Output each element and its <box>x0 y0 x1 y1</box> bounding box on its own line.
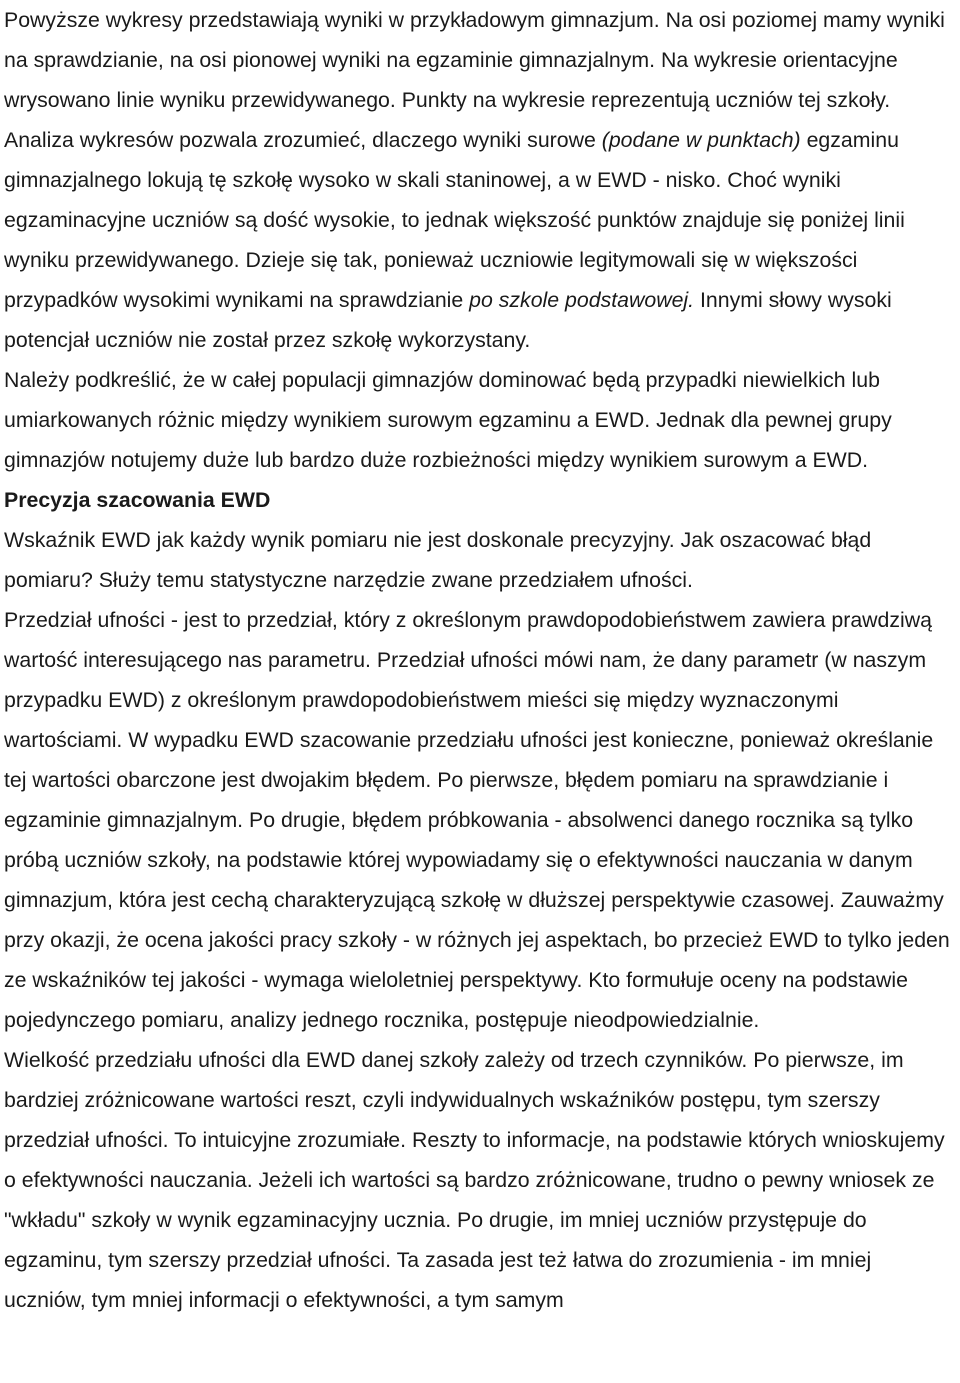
paragraph-text: Innymi słowy wysoki potencjał uczniów nie został przez szkołę wykorzystany. <box>4 288 892 352</box>
paragraph-ewd-precision: Wskaźnik EWD jak każdy wynik pomiaru nie jest doskonale precyzyjny. Jak oszacować błąd pomiaru? Służy temu statystyczne narzędzie zwane przedziałem ufności. <box>4 528 872 592</box>
paragraph-chart-analysis <box>4 0 956 360</box>
paragraph-interval-factors: Wielkość przedziału ufności dla EWD danej szkoły zależy od trzech czynników. Po pierwsze, im bardziej zróżnicowane wartości reszt, czyli indywidualnych wskaźników postępu, tym szerszy przedział ufności. To intuicyjne zrozumiałe. Reszty to informacje, na podstawie których wnioskujemy o efektywności nauczania. Jeżeli ich wartości są bardzo zróżnicowane, trudno o pewny wniosek ze "wkładu" szkoły w wynik egzaminacyjny ucznia. Po drugie, im mniej uczniów przystępuje do egzaminu, tym szerszy przedział ufności. Ta zasada jest też łatwa do zrozumienia - im mniej uczniów, tym mniej informacji o efektywności, a tym samym <box>4 1048 945 1312</box>
document-page <box>4 0 956 1320</box>
italic-phrase: po szkole podstawowej. <box>469 288 695 312</box>
paragraph-differences: Należy podkreślić, że w całej populacji gimnazjów dominować będą przypadki niewielkich lub umiarkowanych różnic między wynikiem surowym egzaminu a EWD. Jednak dla pewnej grupy gimnazjów notujemy duże lub bardzo duże rozbieżności między wynikiem surowym a EWD. <box>4 368 892 472</box>
paragraph-text: Powyższe wykresy przedstawiają wyniki w przykładowym gimnazjum. Na osi poziomej mamy wyniki na sprawdzianie, na osi pionowej wyniki na egzaminie gimnazjalnym. Na wykresie orientacyjne wrysowano linie wyniku przewidywanego. Punkty na wykresie reprezentują uczniów tej szkoły. Analiza wykresów pozwala zrozumieć, dlaczego wyniki surowe <box>4 8 945 152</box>
paragraph-confidence-interval: Przedział ufności - jest to przedział, który z określonym prawdopodobieństwem zawiera prawdziwą wartość interesującego nas parametru. Przedział ufności mówi nam, że dany parametr (w naszym przypadku EWD) z określonym prawdopodobieństwem mieści się między wyznaczonymi wartościami. W wypadku EWD szacowanie przedziału ufności jest konieczne, ponieważ określanie tej wartości obarczone jest dwojakim błędem. Po pierwsze, błędem pomiaru na sprawdzianie i egzaminie gimnazjalnym. Po drugie, błędem próbkowania - absolwenci danego rocznika są tylko próbą uczniów szkoły, na podstawie której wypowiadamy się o efektywności nauczania w danym gimnazjum, która jest cechą charakteryzującą szkołę w dłuższej perspektywie czasowej. Zauważmy przy okazji, że ocena jakości pracy szkoły - w różnych jej aspektach, bo przecież EWD to tylko jeden ze wskaźników tej jakości - wymaga wieloletniej perspektywy. Kto formułuje oceny na podstawie pojedynczego pomiaru, analizy jednego rocznika, postępuje nieodpowiedzialnie. <box>4 608 950 1032</box>
paragraph-text: egzaminu gimnazjalnego lokują tę szkołę wysoko w skali staninowej, a w EWD - nisko. Choć wyniki egzaminacyjne uczniów są dość wysokie, to jednak większość punktów znajduje się poniżej linii wyniku przewidywanego. Dzieje się tak, ponieważ uczniowie legitymowali się w większości przypadków wysokimi wynikami na sprawdzianie <box>4 128 905 312</box>
section-heading: Precyzja szacowania EWD <box>4 488 271 512</box>
italic-phrase: (podane w punktach) <box>601 128 801 152</box>
